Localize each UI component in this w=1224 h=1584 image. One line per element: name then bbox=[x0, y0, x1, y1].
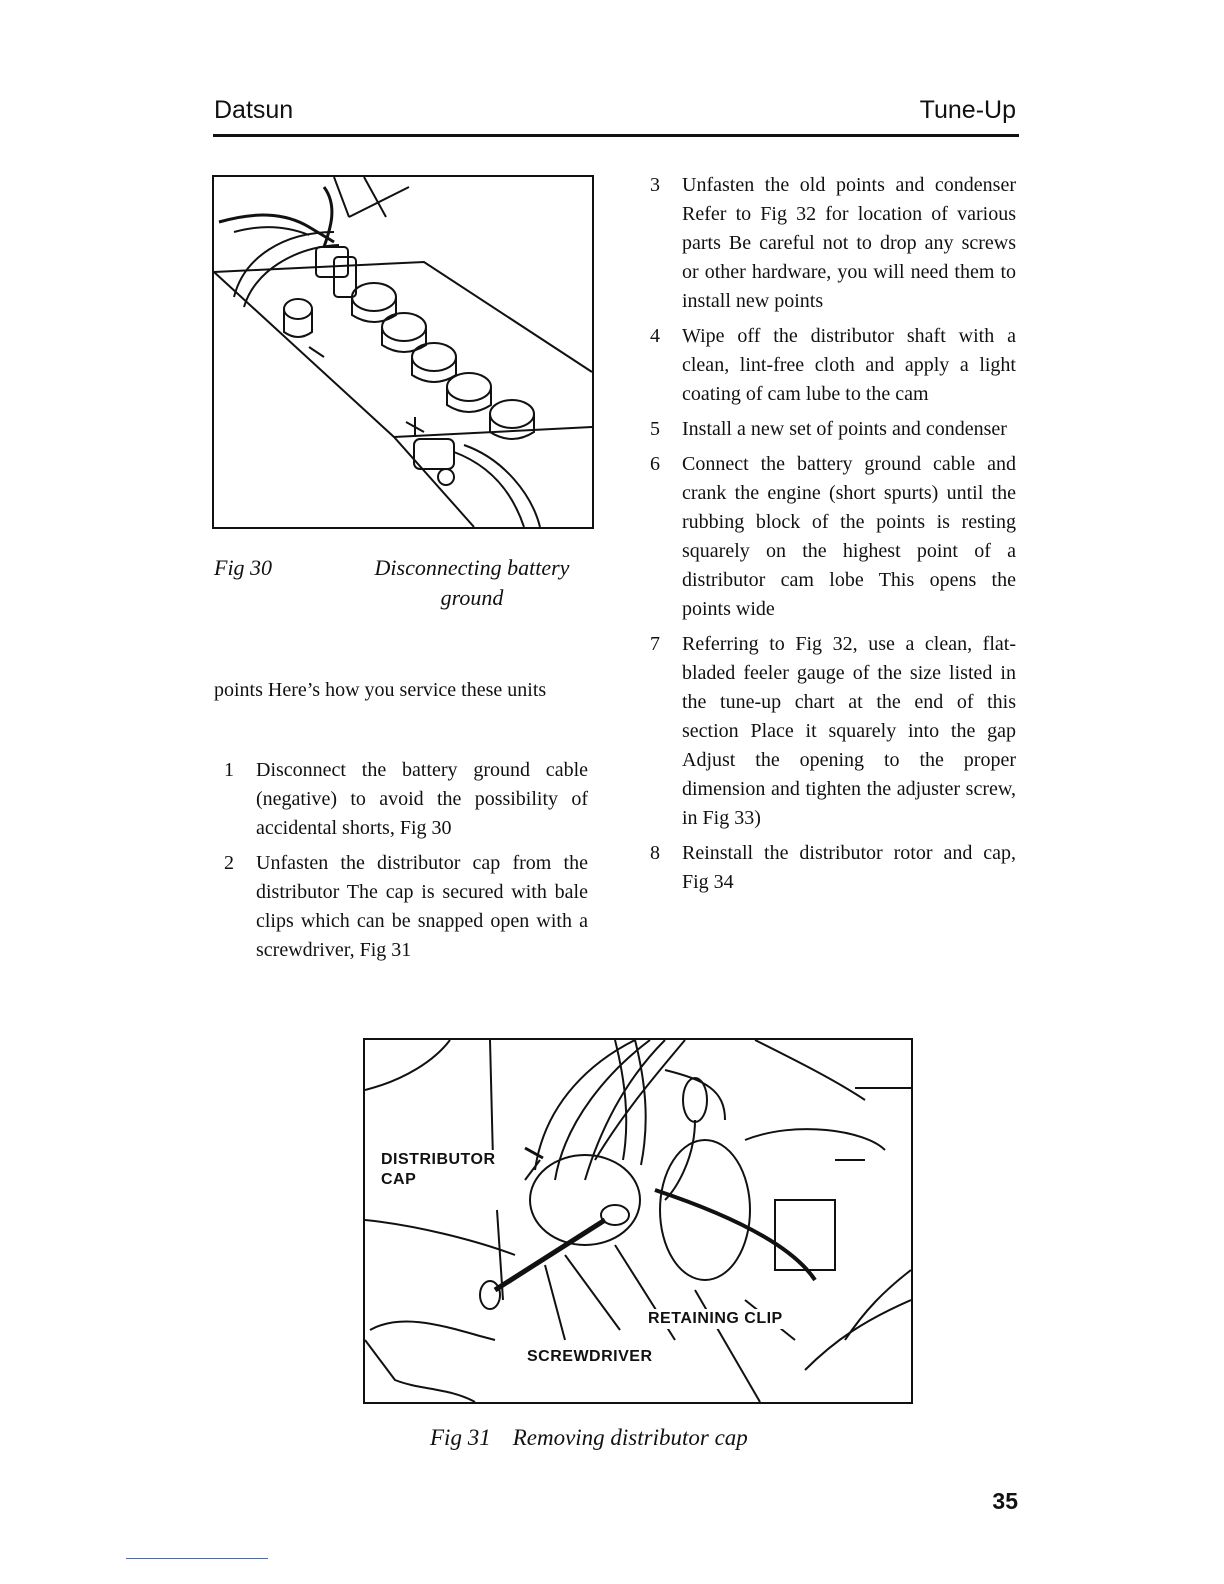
step-text: Referring to Fig 32, use a clean, flat-bladed feeler gauge of the size listed in the tune-up chart at the end of this section Place it squarely into the gap Adjust the opening to the proper dimension and tighten the adjuster screw, in Fig 33) bbox=[682, 633, 1016, 829]
running-header-left: Datsun bbox=[214, 96, 294, 124]
step-text: Unfasten the old points and condenser Refer to Fig 32 for location of various parts Be careful not to drop any screws or other hardware, you will need them to install new points bbox=[682, 174, 1016, 312]
step-number: 6 bbox=[650, 453, 660, 475]
figure-30-battery-illustration bbox=[212, 175, 594, 529]
figure-30-label: Fig 30 bbox=[214, 555, 273, 580]
step-text: Wipe off the distributor shaft with a clean, lint-free cloth and apply a light coating of cam lube to the cam bbox=[682, 325, 1016, 405]
figure-31-label: Fig 31 bbox=[430, 1425, 491, 1450]
page-number: 35 bbox=[992, 1488, 1018, 1514]
callout-distributor-cap bbox=[381, 1150, 496, 1190]
list-item bbox=[640, 450, 1016, 624]
step-text: Reinstall the distributor rotor and cap, Fig 34 bbox=[682, 842, 1016, 893]
list-item bbox=[640, 415, 1016, 444]
list-item bbox=[640, 171, 1016, 316]
callout-distributor-line-1: DISTRIBUTOR bbox=[381, 1151, 496, 1168]
step-number: 2 bbox=[224, 852, 234, 874]
step-number: 7 bbox=[650, 633, 660, 655]
header-rule bbox=[213, 134, 1019, 137]
list-item bbox=[640, 630, 1016, 833]
figure-31-distributor-illustration bbox=[363, 1038, 913, 1404]
figure-31-caption bbox=[430, 1425, 748, 1451]
intro-paragraph: points Here’s how you service these units bbox=[214, 679, 547, 701]
step-number: 4 bbox=[650, 325, 660, 347]
step-number: 1 bbox=[224, 759, 234, 781]
list-item bbox=[640, 839, 1016, 897]
step-number: 5 bbox=[650, 418, 660, 440]
callout-distributor-line-2: CAP bbox=[381, 1171, 417, 1188]
figure-31-caption-text: Removing distributor cap bbox=[512, 1425, 748, 1450]
running-header-right: Tune-Up bbox=[919, 96, 1016, 124]
step-text: Disconnect the battery ground cable (negative) to avoid the possibility of accidental shorts, Fig 30 bbox=[256, 759, 588, 839]
step-text: Install a new set of points and condenser bbox=[682, 418, 1007, 440]
list-item bbox=[640, 322, 1016, 409]
step-number: 8 bbox=[650, 842, 660, 864]
footer-divider bbox=[126, 1558, 268, 1559]
figure-30-caption-text: Disconnecting battery ground bbox=[374, 555, 570, 610]
callout-retaining-clip: RETAINING CLIP bbox=[648, 1310, 783, 1327]
step-text: Connect the battery ground cable and crank the engine (short spurts) until the rubbing block of the points is resting squarely on the highest point of a distributor cam lobe This opens the points wide bbox=[682, 453, 1016, 620]
step-text: Unfasten the distributor cap from the distributor The cap is secured with bale clips which can be snapped open with a screwdriver, Fig 31 bbox=[256, 852, 588, 961]
steps-list-left bbox=[214, 756, 588, 971]
list-item bbox=[214, 756, 588, 843]
callout-screwdriver: SCREWDRIVER bbox=[527, 1348, 653, 1365]
steps-list-right bbox=[640, 171, 1016, 903]
step-number: 3 bbox=[650, 174, 660, 196]
list-item bbox=[214, 849, 588, 965]
